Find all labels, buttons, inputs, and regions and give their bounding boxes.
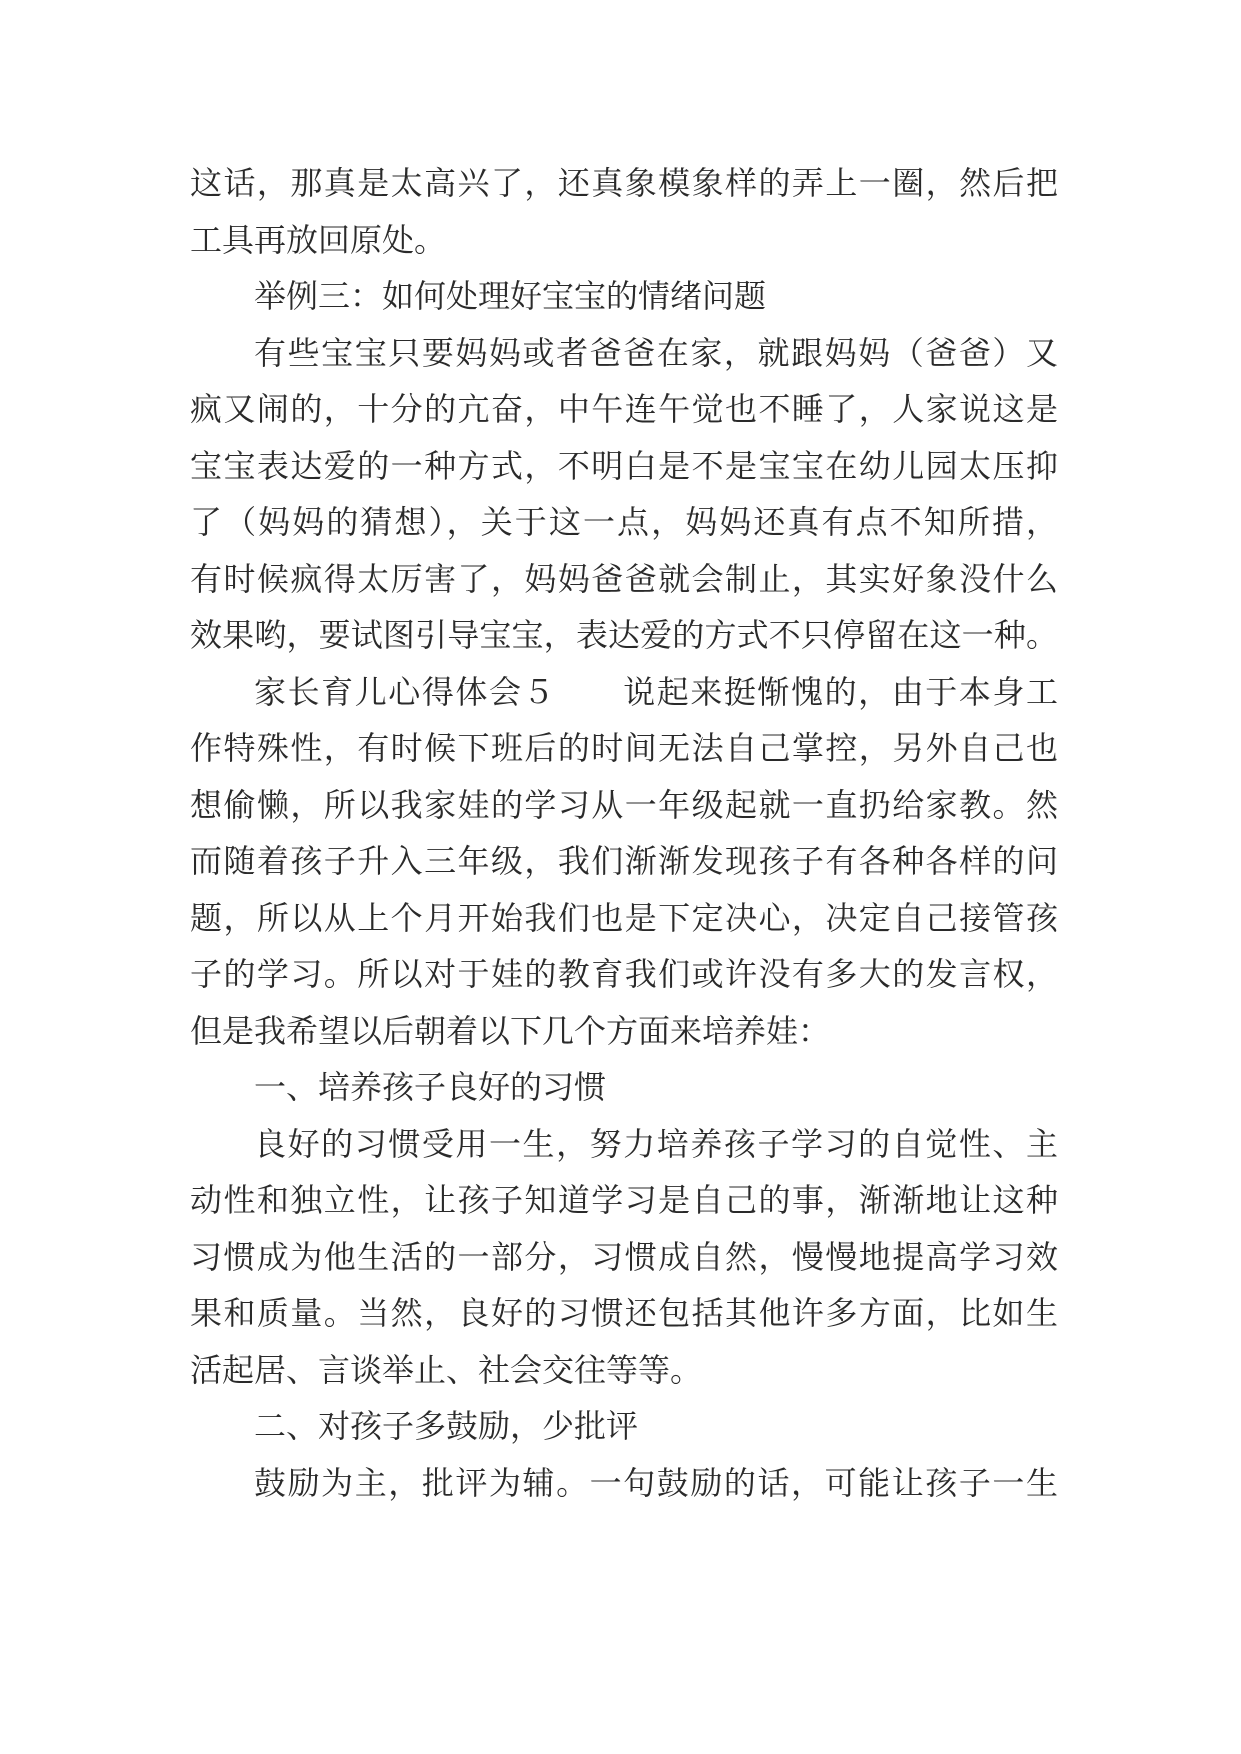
text-line: 疯又闹的，十分的亢奋，中午连午觉也不睡了，人家说这是	[190, 390, 1058, 428]
text-line: 想偷懒，所以我家娃的学习从一年级起就一直扔给家教。然	[190, 785, 1058, 824]
text-line: 而随着孩子升入三年级，我们渐渐发现孩子有各种各样的问	[190, 842, 1058, 880]
text-line: 这话，那真是太高兴了，还真象模象样的弄上一圈，然后把	[190, 164, 1058, 202]
text-line: 了（妈妈的猜想），关于这一点，妈妈还真有点不知所措，	[190, 503, 1058, 541]
section-heading: 举例三：如何处理好宝宝的情绪问题	[254, 277, 767, 315]
text-line: 效果哟，要试图引导宝宝，表达爱的方式不只停留在这一种。	[190, 616, 1058, 654]
text-line: 宝宝表达爱的一种方式，不明白是不是宝宝在幼儿园太压抑	[190, 446, 1058, 485]
text-line: 工具再放回原处。	[190, 220, 447, 259]
text-line: 动性和独立性，让孩子知道学习是自己的事，渐渐地让这种	[190, 1181, 1058, 1219]
text-line: 活起居、言谈举止、社会交往等等。	[190, 1350, 703, 1389]
section-heading: 一、培养孩子良好的习惯	[254, 1068, 607, 1106]
section-heading: 二、对孩子多鼓励，少批评	[254, 1407, 639, 1445]
text-line: 子的学习。所以对于娃的教育我们或许没有多大的发言权，	[190, 955, 1058, 993]
text-line: 鼓励为主，批评为辅。一句鼓励的话，可能让孩子一生	[254, 1463, 1058, 1502]
text-line: 作特殊性，有时候下班后的时间无法自己掌控，另外自己也	[190, 729, 1058, 767]
text-line: 果和质量。当然，良好的习惯还包括其他许多方面，比如生	[190, 1294, 1058, 1332]
text-line: 但是我希望以后朝着以下几个方面来培养娃：	[190, 1011, 831, 1050]
text-line: 良好的习惯受用一生，努力培养孩子学习的自觉性、主	[254, 1124, 1058, 1163]
text-line: 有时候疯得太厉害了，妈妈爸爸就会制止，其实好象没什么	[190, 559, 1058, 598]
document-body	[190, 155, 1058, 1511]
text-line: 习惯成为他生活的一部分，习惯成自然，慢慢地提高学习效	[190, 1237, 1058, 1276]
text-line: 有些宝宝只要妈妈或者爸爸在家，就跟妈妈（爸爸）又	[254, 333, 1058, 372]
text-line: 家长育儿心得体会５ 说起来挺惭愧的，由于本身工	[254, 672, 1058, 711]
text-line: 题，所以从上个月开始我们也是下定决心，决定自己接管孩	[190, 898, 1058, 937]
